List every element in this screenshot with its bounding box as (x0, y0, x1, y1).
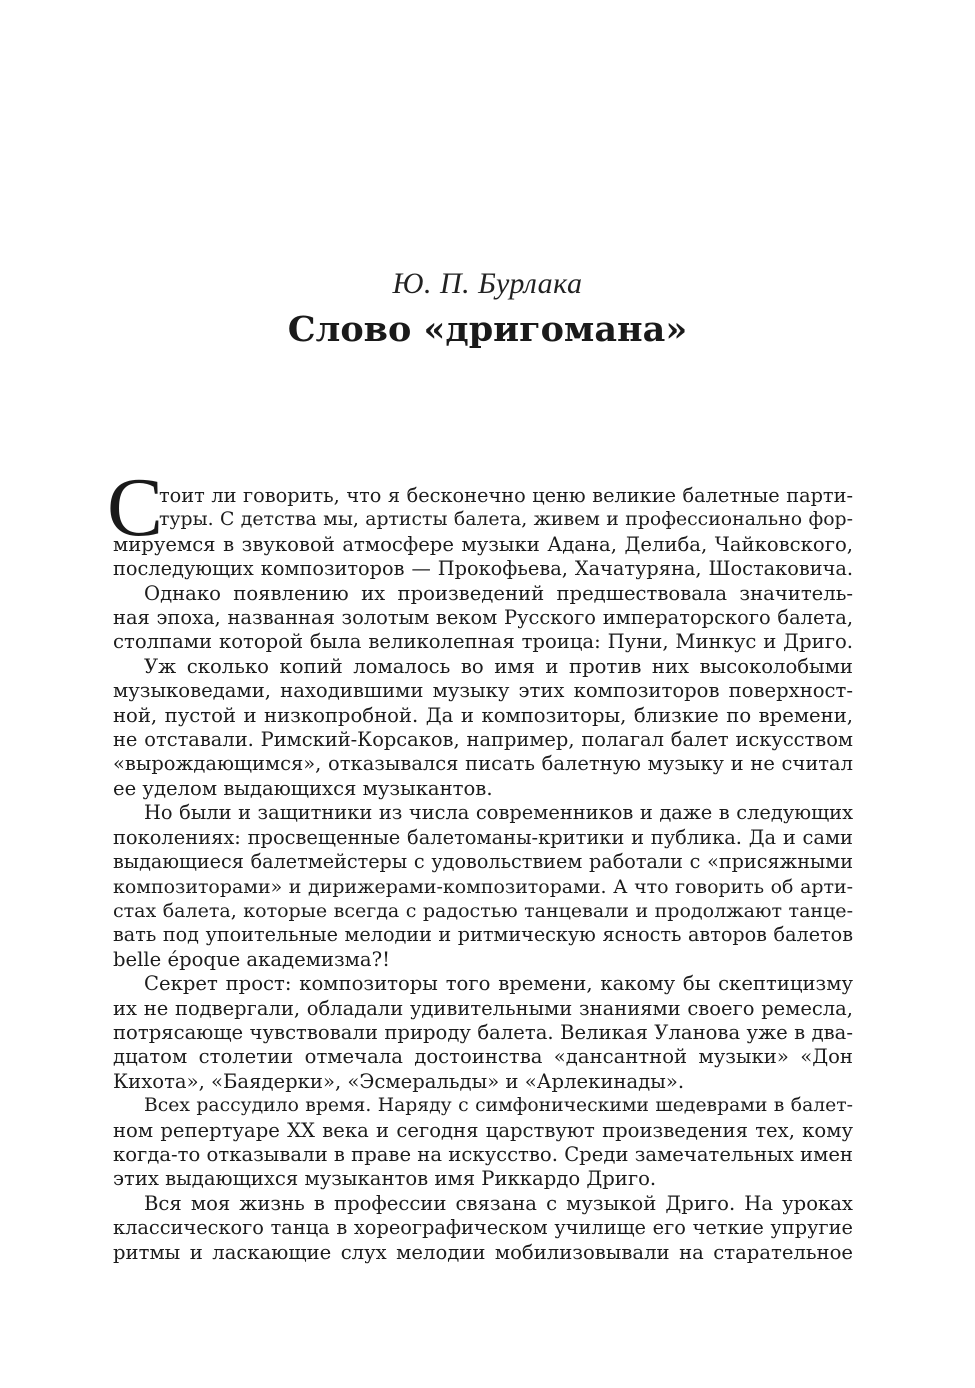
article-body (107, 461, 853, 1265)
text-line: Уж сколько копий ломалось во имя и против них высоколобыми (144, 654, 853, 678)
text-line: стах балета, которые всегда с радостью танцевали и продолжают танце- (113, 899, 853, 922)
text-line: музыковедами, находившими музыку этих композиторов поверхност- (113, 679, 853, 703)
text-line: туры. С детства мы, артисты балета, живем и профессионально фор- (159, 509, 853, 531)
text-line: не отставали. Римский-Корсаков, например, полагал балет искусством (113, 728, 853, 752)
text-line: столпами которой была великолепная троица: Пуни, Минкус и Дриго. (113, 630, 853, 654)
text-line: их не подвергали, обладали удивительными знаниями своего ремесла, (113, 996, 853, 1020)
text-line: вать под упоительные мелодии и ритмическую ясность авторов балетов (113, 923, 853, 947)
text-line: классического танца в хореографическом училище его четкие упругие (113, 1216, 853, 1240)
text-line: belle époque академизма?! (113, 947, 390, 971)
text-line: «вырождающимся», отказывался писать балетную музыку и не считал (113, 752, 853, 776)
text-line: ном репертуаре XX века и сегодня царствуют произведения тех, кому (113, 1118, 853, 1142)
text-line: выдающиеся балетмейстеры с удовольствием работали с «присяжными (113, 850, 853, 874)
text-line: дцатом столетии отмечала достоинства «дансантной музыки» «Дон (113, 1045, 853, 1069)
text-line: мируемся в звуковой атмосфере музыки Адана, Делиба, Чайковского, (113, 532, 853, 556)
text-line: ной, пустой и низкопробной. Да и композиторы, близкие по времени, (113, 703, 853, 727)
text-line: поколениях: просвещенные балетоманы-критики и публика. Да и сами (113, 825, 853, 849)
text-line: Всех рассудило время. Наряду с симфоническими шедеврами в балет- (144, 1095, 853, 1117)
chapter-title: Слово «дригомана» (287, 309, 688, 350)
text-line: этих выдающихся музыкантов имя Риккардо Дриго. (113, 1167, 657, 1191)
author-name: Ю. П. Бурлака (392, 267, 583, 300)
text-line: потрясающе чувствовали природу балета. Великая Уланова уже в два- (113, 1020, 853, 1044)
text-line: композиторами» и дирижерами-композиторами. А что говорить об арти- (113, 875, 853, 898)
text-line: ная эпоха, названная золотым веком Русского императорского балета, (113, 606, 853, 630)
text-line: Вся моя жизнь в профессии связана с музыкой Дриго. На уроках (144, 1191, 853, 1215)
text-line: последующих композиторов — Прокофьева, Хачатуряна, Шостаковича. (113, 557, 853, 581)
drop-cap: С (107, 461, 164, 554)
text-line: Секрет прост: композиторы того времени, какому бы скептицизму (144, 972, 853, 996)
text-line: когда-то отказывали в праве на искусство. Среди замечательных имен (113, 1142, 853, 1166)
text-line: Однако появлению их произведений предшествовала значитель- (144, 581, 853, 605)
text-line: Но были и защитники из числа современников и даже в следующих (144, 801, 853, 825)
text-line: тоит ли говорить, что я бесконечно ценю великие балетные парти- (159, 484, 853, 507)
text-line: ритмы и ласкающие слух мелодии мобилизовывали на старательное (113, 1240, 853, 1264)
text-line: Кихота», «Баядерки», «Эсмеральды» и «Арлекинады». (113, 1069, 685, 1093)
text-line: ее уделом выдающихся музыкантов. (113, 776, 493, 800)
